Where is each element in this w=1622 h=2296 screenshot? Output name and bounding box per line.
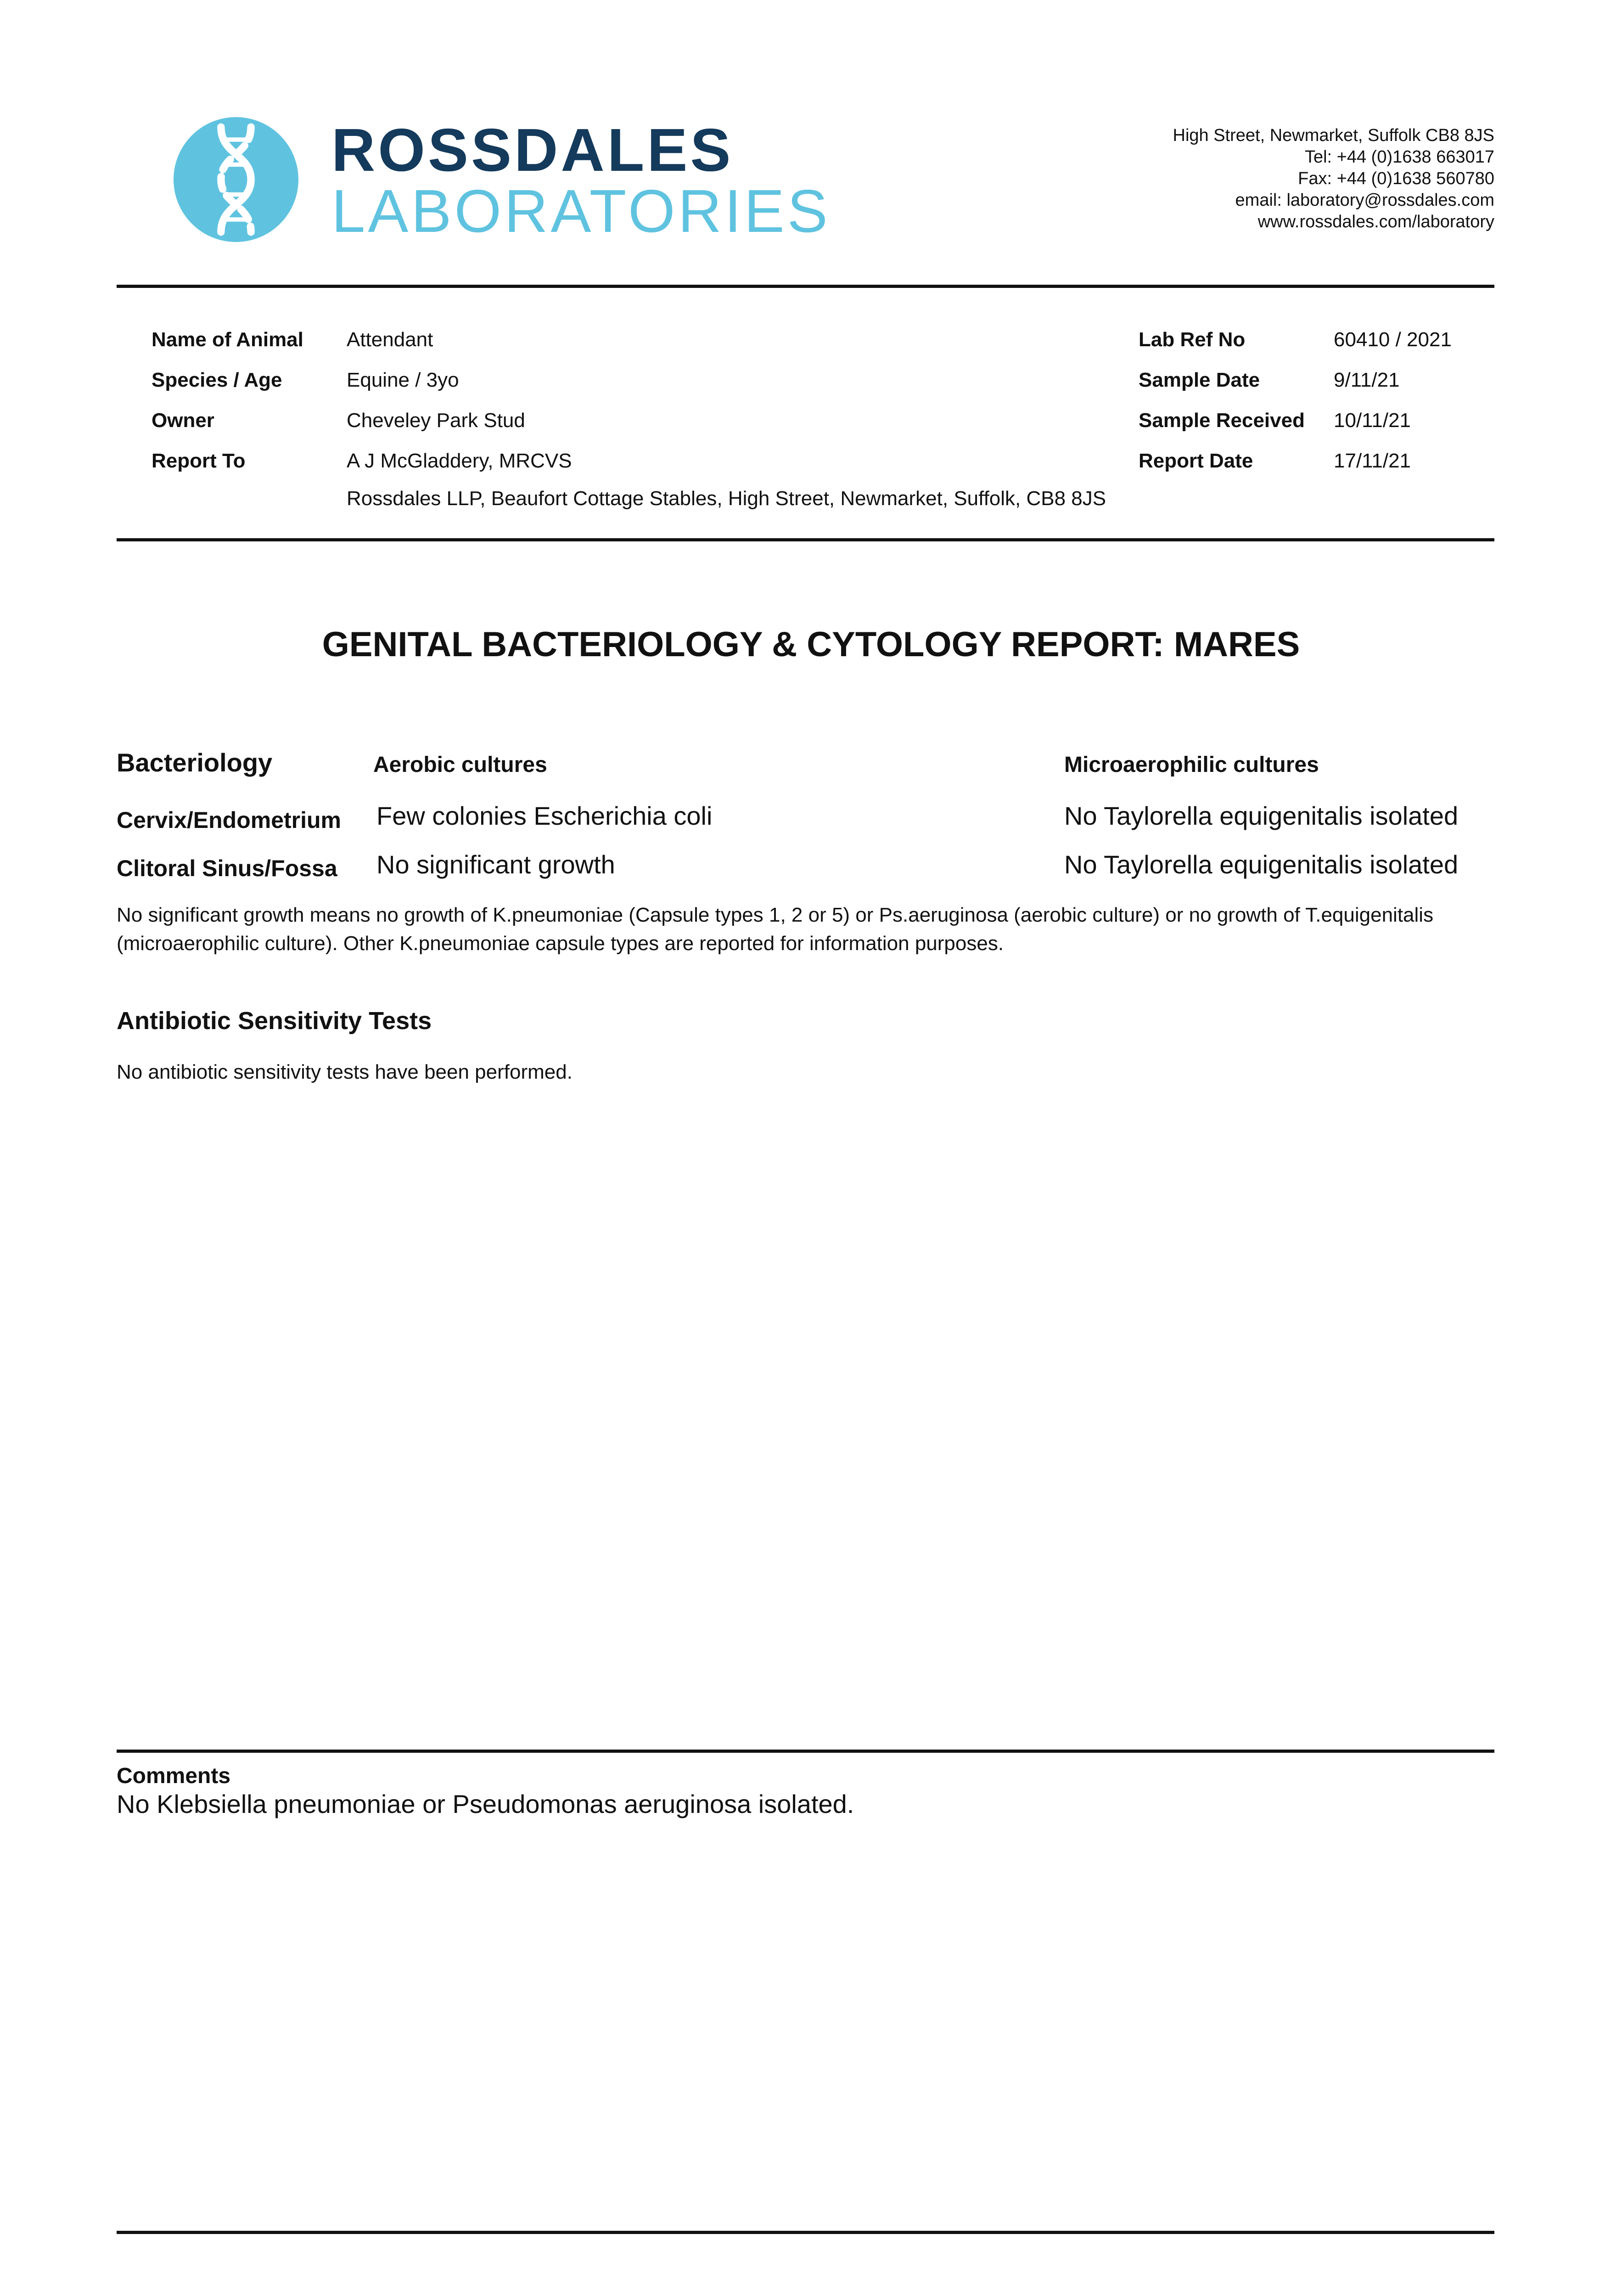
contact-email: email: laboratory@rossdales.com [1235, 191, 1494, 210]
value-report-date: 17/11/21 [1334, 450, 1411, 472]
value-sample-received: 10/11/21 [1334, 409, 1411, 432]
header-divider [117, 285, 1494, 288]
value-species-age: Equine / 3yo [347, 369, 459, 391]
contact-fax: Fax: +44 (0)1638 560780 [1298, 169, 1494, 188]
aerobic-result-cervix: Few colonies Escherichia coli [376, 801, 713, 830]
contact-website: www.rossdales.com/laboratory [1257, 212, 1494, 231]
footer-divider [117, 2231, 1494, 2234]
label-lab-ref-no: Lab Ref No [1139, 328, 1246, 351]
dna-helix-icon [174, 117, 298, 242]
contact-tel: Tel: +44 (0)1638 663017 [1304, 147, 1494, 167]
label-name-of-animal: Name of Animal [152, 328, 303, 351]
value-report-to: A J McGladdery, MRCVS [347, 450, 572, 472]
comments-divider [117, 1750, 1494, 1753]
value-lab-ref-no: 60410 / 2021 [1334, 328, 1452, 351]
value-name-of-animal: Attendant [347, 328, 433, 351]
col-aerobic-header: Aerobic cultures [373, 753, 547, 777]
contact-address: High Street, Newmarket, Suffolk CB8 8JS [1173, 126, 1494, 145]
value-sample-date: 9/11/21 [1334, 369, 1400, 391]
antibiotic-text: No antibiotic sensitivity tests have been performed. [117, 1061, 572, 1083]
label-species-age: Species / Age [152, 369, 282, 391]
label-owner: Owner [152, 409, 214, 432]
site-cervix-endometrium: Cervix/Endometrium [117, 807, 342, 833]
label-sample-date: Sample Date [1139, 369, 1260, 391]
micro-result-cervix: No Taylorella equigenitalis isolated [1064, 801, 1459, 830]
bacteriology-heading: Bacteriology [117, 748, 273, 777]
contact-block [1173, 125, 1494, 233]
value-owner: Cheveley Park Stud [347, 409, 525, 432]
label-sample-received: Sample Received [1139, 409, 1305, 432]
info-divider [117, 538, 1494, 541]
label-report-date: Report Date [1139, 450, 1253, 472]
comments-heading: Comments [117, 1764, 231, 1788]
value-report-to-address: Rossdales LLP, Beaufort Cottage Stables, High Street, Newmarket, Suffolk, CB8 8JS [347, 487, 1106, 510]
report-title: GENITAL BACTERIOLOGY & CYTOLOGY REPORT: MARES [322, 625, 1300, 664]
antibiotic-heading: Antibiotic Sensitivity Tests [117, 1007, 432, 1035]
col-microaerophilic-header: Microaerophilic cultures [1064, 753, 1319, 777]
brand-subtitle: LABORATORIES [331, 177, 831, 245]
comments-text: No Klebsiella pneumoniae or Pseudomonas aeruginosa isolated. [117, 1790, 854, 1818]
brand-name: ROSSDALES [331, 116, 734, 184]
aerobic-result-clitoral: No significant growth [376, 850, 615, 879]
micro-result-clitoral: No Taylorella equigenitalis isolated [1064, 850, 1459, 879]
bacteriology-note: No significant growth means no growth of K.pneumoniae (Capsule types 1, 2 or 5) or Ps.aeruginosa (aerobic culture) or no growth of T.equigenitalis (microaerophilic culture). Other K.pneumoniae capsule types are reported for information purposes. [117, 904, 1434, 955]
site-clitoral-sinus-fossa: Clitoral Sinus/Fossa [117, 855, 337, 881]
label-report-to: Report To [152, 450, 246, 472]
